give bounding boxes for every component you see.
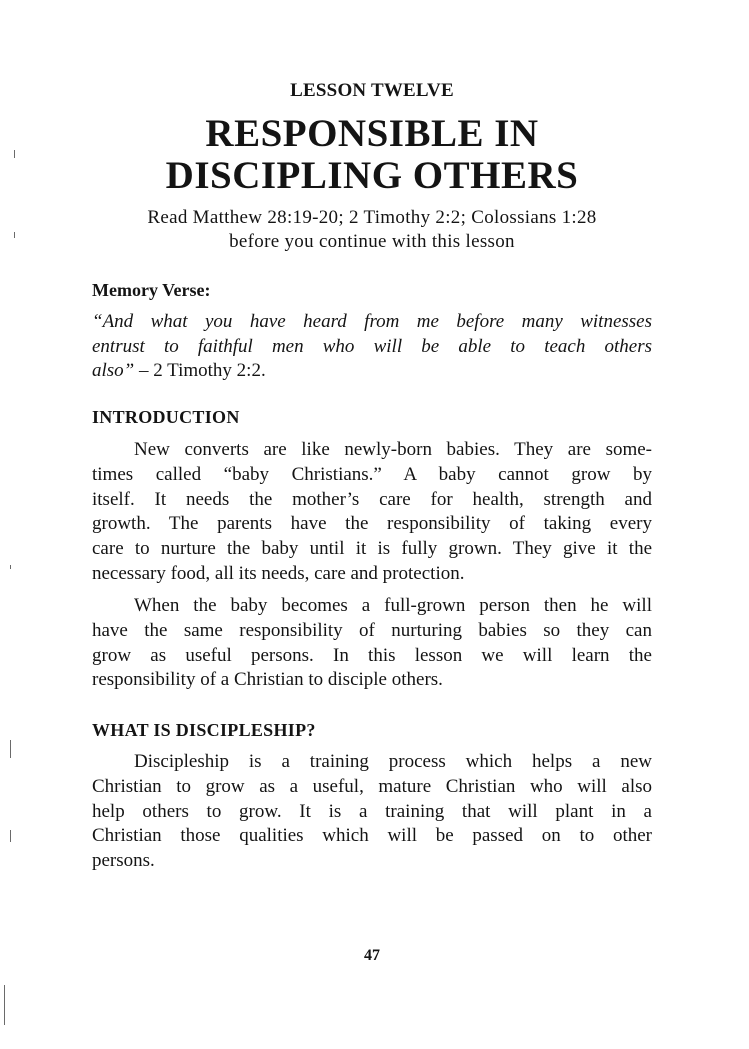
text-line: persons. <box>92 850 155 872</box>
text-line: When the baby becomes a full-grown person then he will <box>134 595 652 616</box>
lesson-kicker: LESSON TWELVE <box>290 80 454 101</box>
introduction-heading: INTRODUCTION <box>92 407 240 427</box>
scan-speck <box>10 565 11 569</box>
book-page <box>92 0 652 1049</box>
memory-verse-text <box>92 310 652 384</box>
introduction-paragraph-2 <box>92 594 652 693</box>
reading-instruction <box>92 206 652 254</box>
discipleship-heading: WHAT IS DISCIPLESHIP? <box>92 720 316 740</box>
lesson-title <box>92 113 652 197</box>
text-line: itself. It needs the mother’s care for health, strength and <box>92 488 652 510</box>
text-line: Christian to grow as a useful, mature Christian who will also <box>92 775 652 797</box>
text-line: Christian those qualities which will be passed on to other <box>92 825 652 847</box>
text-line: growth. The parents have the responsibility of taking every <box>92 513 652 535</box>
text-line: Discipleship is a training process which helps a new <box>134 751 652 772</box>
scan-speck <box>4 985 5 1025</box>
discipleship-paragraph <box>92 750 652 874</box>
memory-verse-line: entrust to faithful men who will be able to teach others <box>92 335 652 357</box>
text-line: New converts are like newly-born babies. They are some- <box>134 439 652 460</box>
reading-line: Read Matthew 28:19-20; 2 Timothy 2:2; Colossians 1:28 <box>147 207 597 228</box>
page-number: 47 <box>364 947 380 964</box>
scan-speck <box>10 830 11 842</box>
memory-verse-reference: – 2 Timothy 2:2. <box>134 360 266 381</box>
memory-verse-line: “And what you have heard from me before many witnesses <box>92 311 652 332</box>
memory-verse-line: also” <box>92 360 135 381</box>
text-line: necessary food, all its needs, care and protection. <box>92 562 465 584</box>
text-line: times called “baby Christians.” A baby cannot grow by <box>92 463 652 485</box>
text-line: care to nurture the baby until it is fully grown. They give it the <box>92 538 652 560</box>
text-line: have the same responsibility of nurturing babies so they can <box>92 619 652 641</box>
text-line: responsibility of a Christian to disciple others. <box>92 669 443 691</box>
memory-verse-label: Memory Verse: <box>92 280 211 300</box>
lesson-title-line: RESPONSIBLE IN <box>205 112 539 155</box>
text-line: grow as useful persons. In this lesson we will learn the <box>92 644 652 666</box>
reading-line: before you continue with this lesson <box>229 231 515 252</box>
introduction-paragraph-1 <box>92 438 652 587</box>
lesson-title-line: DISCIPLING OTHERS <box>165 154 579 198</box>
scan-speck <box>14 232 15 238</box>
scan-speck <box>14 150 15 158</box>
text-line: help others to grow. It is a training that will plant in a <box>92 800 652 822</box>
scan-speck <box>10 740 11 758</box>
